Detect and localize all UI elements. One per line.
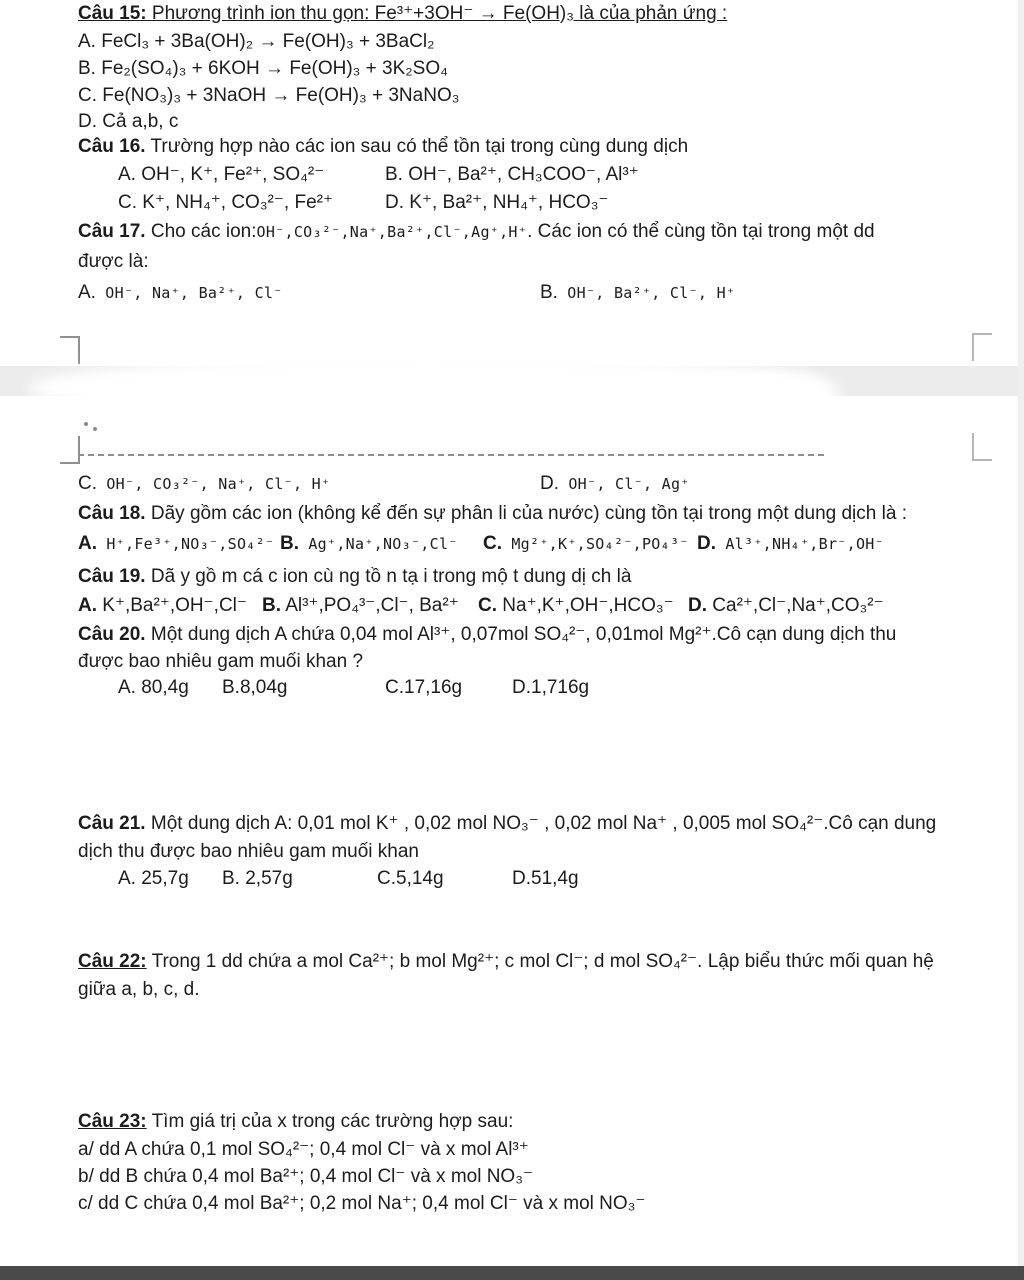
question-22-line1 bbox=[78, 950, 934, 974]
question-15-title bbox=[78, 2, 727, 26]
option-a-label: A. bbox=[78, 595, 97, 616]
question-20-label: Câu 20. bbox=[78, 624, 146, 645]
question-19-label: Câu 19. bbox=[78, 566, 146, 587]
question-16-option-b: B. OH⁻, Ba²⁺, CH₃COO⁻, Al³⁺ bbox=[385, 164, 639, 185]
option-c-label: C. bbox=[483, 533, 502, 554]
option-c-ions: Mg²⁺,K⁺,SO₄²⁻,PO₄³⁻ bbox=[502, 535, 689, 553]
question-17-ion-list: OH⁻,CO₃²⁻,Na⁺,Ba²⁺,Cl⁻,Ag⁺,H⁺ bbox=[256, 223, 528, 241]
option-b-label: B. bbox=[262, 595, 281, 616]
question-23-case-c: c/ dd C chứa 0,4 mol Ba²⁺; 0,2 mol Na⁺; 0,4 mol Cl⁻ và x mol NO₃⁻ bbox=[78, 1193, 646, 1214]
question-16-text: Trường hợp nào các ion sau có thể tồn tại trong cùng dung dịch bbox=[145, 136, 689, 157]
question-21-line1 bbox=[78, 812, 936, 836]
option-c-label: C. bbox=[78, 473, 97, 494]
question-18-option-c bbox=[483, 532, 689, 556]
question-21-line2: dịch thu được bao nhiêu gam muối khan bbox=[78, 841, 419, 862]
question-19-option-c bbox=[478, 594, 674, 618]
question-16-option-d: D. K⁺, Ba²⁺, NH₄⁺, HCO₃⁻ bbox=[385, 192, 609, 213]
question-21-label: Câu 21. bbox=[78, 813, 146, 834]
option-d-label: D. bbox=[540, 473, 559, 494]
scan-bottom-bar bbox=[0, 1266, 1024, 1280]
question-23-case-b: b/ dd B chứa 0,4 mol Ba²⁺; 0,4 mol Cl⁻ và x mol NO₃⁻ bbox=[78, 1166, 533, 1187]
question-15-option-d: D. Cả a,b, c bbox=[78, 111, 179, 132]
question-17-title bbox=[78, 220, 875, 244]
option-c-text: Na⁺,K⁺,OH⁻,HCO₃⁻ bbox=[497, 595, 674, 616]
option-a-label: A. bbox=[78, 282, 96, 303]
option-a-label: A. bbox=[78, 533, 97, 554]
question-17-intro: Cho các ion: bbox=[145, 221, 257, 242]
question-22-line2: giữa a, b, c, d. bbox=[78, 979, 200, 1000]
option-b-label: B. bbox=[280, 533, 299, 554]
option-d-ions: OH⁻, Cl⁻, Ag⁺ bbox=[559, 475, 690, 493]
question-15-option-a: A. FeCl₃ + 3Ba(OH)₂ → Fe(OH)₃ + 3BaCl₂ bbox=[78, 31, 435, 52]
question-15-option-b: B. Fe₂(SO₄)₃ + 6KOH → Fe(OH)₃ + 3K₂SO₄ bbox=[78, 58, 448, 79]
question-17-option-b bbox=[540, 281, 735, 305]
question-20-option-a: A. 80,4g bbox=[118, 677, 189, 698]
question-16-option-a: A. OH⁻, K⁺, Fe²⁺, SO₄²⁻ bbox=[118, 164, 325, 185]
question-23-label: Câu 23: bbox=[78, 1111, 147, 1132]
option-b-ions: Ag⁺,Na⁺,NO₃⁻,Cl⁻ bbox=[299, 535, 458, 553]
option-a-text: K⁺,Ba²⁺,OH⁻,Cl⁻ bbox=[97, 595, 247, 616]
option-a-ions: OH⁻, Na⁺, Ba²⁺, Cl⁻ bbox=[95, 284, 283, 302]
question-23-title bbox=[78, 1110, 513, 1134]
option-b-label: B. bbox=[540, 282, 558, 303]
question-21-option-c: C.5,14g bbox=[377, 868, 444, 889]
question-17-option-a bbox=[78, 281, 283, 305]
question-16-option-c: C. K⁺, NH₄⁺, CO₃²⁻, Fe²⁺ bbox=[118, 192, 334, 213]
option-c-ions: OH⁻, CO₃²⁻, Na⁺, Cl⁻, H⁺ bbox=[97, 475, 331, 493]
option-d-label: D. bbox=[697, 533, 716, 554]
erased-patch-small bbox=[690, 372, 840, 416]
question-17-option-d bbox=[540, 472, 690, 496]
question-21-text: Một dung dịch A: 0,01 mol K⁺ , 0,02 mol NO₃⁻ , 0,02 mol Na⁺ , 0,005 mol SO₄²⁻.Cô cạn dung bbox=[145, 813, 937, 834]
question-20-option-b: B.8,04g bbox=[222, 677, 288, 698]
question-22-label: Câu 22: bbox=[78, 951, 147, 972]
question-19-option-a bbox=[78, 594, 247, 618]
crop-mark-bottom-left bbox=[60, 436, 80, 464]
scan-dot-2 bbox=[93, 427, 97, 431]
question-17-tail: . Các ion có thể cùng tồn tại trong một dd bbox=[527, 221, 875, 242]
option-a-ions: H⁺,Fe³⁺,NO₃⁻,SO₄²⁻ bbox=[97, 535, 275, 553]
question-16-title bbox=[78, 135, 688, 159]
question-18-option-a bbox=[78, 532, 274, 556]
option-d-ions: Al³⁺,NH₄⁺,Br⁻,OH⁻ bbox=[716, 535, 884, 553]
question-21-option-d: D.51,4g bbox=[512, 868, 579, 889]
scan-dot-1 bbox=[84, 422, 88, 426]
question-18-text: Dãy gồm các ion (không kể đến sự phân li của nước) cùng tồn tại trong một dung dịch là : bbox=[145, 503, 907, 524]
question-18-option-d bbox=[697, 532, 884, 556]
question-21-option-b: B. 2,57g bbox=[222, 868, 293, 889]
question-19-option-d bbox=[688, 594, 884, 618]
option-c-label: C. bbox=[478, 595, 497, 616]
crop-mark-top-right bbox=[972, 333, 992, 361]
question-23-case-a: a/ dd A chứa 0,1 mol SO₄²⁻; 0,4 mol Cl⁻ và x mol Al³⁺ bbox=[78, 1139, 529, 1160]
option-d-text: Ca²⁺,Cl⁻,Na⁺,CO₃²⁻ bbox=[707, 595, 884, 616]
question-20-line2: được bao nhiêu gam muối khan ? bbox=[78, 651, 364, 672]
question-15-option-c: C. Fe(NO₃)₃ + 3NaOH → Fe(OH)₃ + 3NaNO₃ bbox=[78, 85, 460, 106]
question-19-title bbox=[78, 565, 631, 589]
question-21-option-a: A. 25,7g bbox=[118, 868, 189, 889]
question-18-option-b bbox=[280, 532, 458, 556]
question-16-label: Câu 16. bbox=[78, 136, 146, 157]
question-18-title bbox=[78, 502, 907, 526]
question-18-label: Câu 18. bbox=[78, 503, 146, 524]
question-17-option-c bbox=[78, 472, 330, 496]
question-19-option-b bbox=[262, 594, 459, 618]
option-b-text: Al³⁺,PO₄³⁻,Cl⁻, Ba²⁺ bbox=[281, 595, 459, 616]
question-15-text: Phương trình ion thu gọn: Fe³⁺+3OH⁻ → Fe(OH)₃ là của phản ứng : bbox=[146, 3, 728, 24]
crop-mark-top-left bbox=[60, 336, 80, 364]
option-d-label: D. bbox=[688, 595, 707, 616]
dashed-separator-line bbox=[78, 454, 824, 456]
crop-mark-bottom-right bbox=[972, 433, 992, 461]
question-20-option-c: C.17,16g bbox=[385, 677, 463, 698]
question-17-line2: được là: bbox=[78, 251, 149, 272]
question-20-text: Một dung dịch A chứa 0,04 mol Al³⁺, 0,07mol SO₄²⁻, 0,01mol Mg²⁺.Cô cạn dung dịch thu bbox=[145, 624, 897, 645]
question-20-option-d: D.1,716g bbox=[512, 677, 590, 698]
question-17-label: Câu 17. bbox=[78, 221, 146, 242]
question-23-text: Tìm giá trị của x trong các trường hợp sau: bbox=[146, 1111, 514, 1132]
question-15-label: Câu 15: bbox=[78, 3, 147, 24]
question-20-line1 bbox=[78, 623, 896, 647]
page-right-edge bbox=[1018, 0, 1024, 1280]
question-19-text: Dã y gồ m cá c ion cù ng tồ n tạ i trong mộ t dung dị ch là bbox=[145, 566, 632, 587]
option-b-ions: OH⁻, Ba²⁺, Cl⁻, H⁺ bbox=[557, 284, 736, 302]
question-22-text: Trong 1 dd chứa a mol Ca²⁺; b mol Mg²⁺; c mol Cl⁻; d mol SO₄²⁻. Lập biểu thức mối quan hệ bbox=[146, 951, 934, 972]
